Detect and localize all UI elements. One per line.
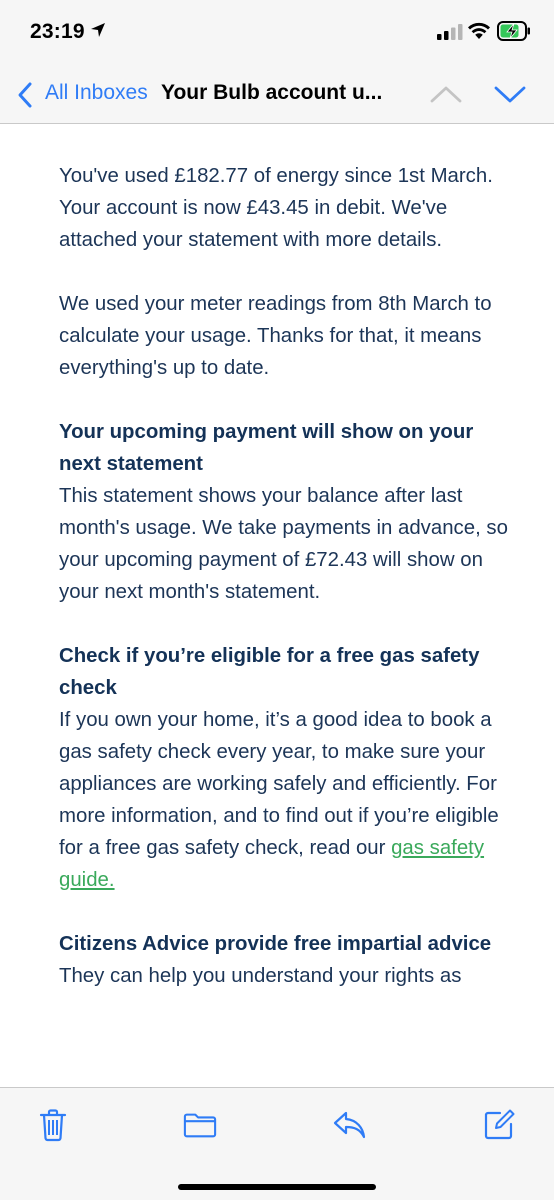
back-button-all-inboxes[interactable]: All Inboxes	[45, 81, 148, 104]
home-indicator[interactable]	[178, 1184, 376, 1190]
folder-icon[interactable]	[183, 1108, 217, 1142]
next-message-chevron-down-icon[interactable]	[494, 84, 526, 109]
email-paragraph-meter-readings: We used your meter readings from 8th March to calculate your usage. Thanks for that, it means everything's up to date.	[59, 293, 492, 379]
cellular-signal-icon	[437, 24, 463, 45]
status-bar	[0, 0, 554, 64]
trash-icon[interactable]	[36, 1108, 70, 1142]
email-content[interactable]	[0, 124, 554, 1087]
email-body	[59, 160, 509, 1024]
reply-icon[interactable]	[332, 1108, 366, 1142]
gas-safety-guide-link[interactable]: gas safety guide.	[59, 837, 485, 891]
wifi-icon	[467, 21, 491, 45]
battery-charging-icon	[497, 21, 531, 46]
compose-icon[interactable]	[482, 1108, 516, 1142]
bottom-toolbar	[0, 1087, 554, 1200]
email-subject-title: Your Bulb account u...	[161, 81, 383, 104]
section-body	[59, 704, 509, 896]
section-body-text: If you own your home, it’s a good idea to book a gas safety check every year, to make sure your appliances are working safely and efficiently. For more information, and to find out if you’re eligible for a free gas safety check, read our	[59, 709, 499, 859]
section-body: This statement shows your balance after last month's usage. We take payments in advance, so your upcoming payment of £72.43 will show on your next month's statement.	[59, 485, 508, 603]
section-citizens-advice	[59, 928, 509, 992]
status-time: 23:19	[30, 20, 85, 43]
section-gas-safety	[59, 640, 509, 896]
section-heading: Check if you’re eligible for a free gas safety check	[59, 645, 480, 699]
previous-message-chevron-up-icon[interactable]	[430, 84, 462, 109]
back-chevron-icon[interactable]	[16, 81, 34, 114]
email-paragraph-usage: You've used £182.77 of energy since 1st March. Your account is now £43.45 in debit. We've attached your statement with more details.	[59, 165, 493, 251]
navigation-bar	[0, 64, 554, 124]
section-heading: Citizens Advice provide free impartial advice	[59, 933, 492, 955]
section-upcoming-payment	[59, 416, 509, 608]
section-heading: Your upcoming payment will show on your next statement	[59, 421, 474, 475]
location-arrow-icon	[90, 22, 106, 43]
section-body: They can help you understand your rights as	[59, 965, 462, 987]
